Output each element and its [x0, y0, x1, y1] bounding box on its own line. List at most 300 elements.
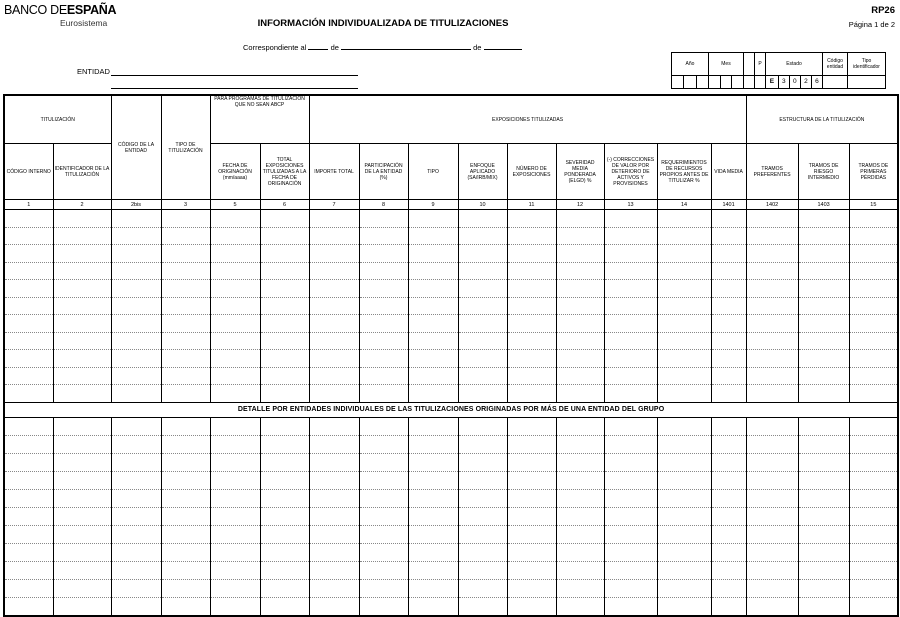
data-cell[interactable] — [161, 561, 210, 579]
data-cell[interactable] — [408, 561, 458, 579]
data-cell[interactable] — [408, 417, 458, 435]
data-cell[interactable] — [849, 489, 898, 507]
data-cell[interactable] — [746, 453, 798, 471]
data-cell[interactable] — [4, 561, 53, 579]
data-cell[interactable] — [798, 385, 849, 403]
data-cell[interactable] — [161, 315, 210, 333]
data-cell[interactable] — [359, 507, 408, 525]
data-cell[interactable] — [408, 350, 458, 368]
data-cell[interactable] — [309, 579, 359, 597]
data-cell[interactable] — [798, 227, 849, 245]
data-cell[interactable] — [507, 385, 556, 403]
data-cell[interactable] — [711, 543, 746, 561]
data-cell[interactable] — [408, 525, 458, 543]
data-cell[interactable] — [4, 227, 53, 245]
data-cell[interactable] — [359, 435, 408, 453]
data-cell[interactable] — [657, 507, 711, 525]
data-cell[interactable] — [849, 315, 898, 333]
data-cell[interactable] — [604, 597, 657, 616]
data-cell[interactable] — [408, 489, 458, 507]
data-cell[interactable] — [260, 210, 309, 228]
data-cell[interactable] — [53, 579, 111, 597]
data-cell[interactable] — [161, 245, 210, 263]
data-cell[interactable] — [210, 262, 260, 280]
data-cell[interactable] — [210, 543, 260, 561]
data-cell[interactable] — [604, 543, 657, 561]
data-cell[interactable] — [604, 471, 657, 489]
data-cell[interactable] — [359, 579, 408, 597]
data-cell[interactable] — [604, 350, 657, 368]
data-cell[interactable] — [161, 507, 210, 525]
data-cell[interactable] — [556, 297, 604, 315]
data-cell[interactable] — [849, 210, 898, 228]
data-cell[interactable] — [4, 489, 53, 507]
data-cell[interactable] — [458, 507, 507, 525]
data-cell[interactable] — [556, 350, 604, 368]
data-cell[interactable] — [556, 597, 604, 616]
data-cell[interactable] — [849, 579, 898, 597]
data-cell[interactable] — [359, 297, 408, 315]
data-cell[interactable] — [260, 597, 309, 616]
data-cell[interactable] — [849, 435, 898, 453]
data-cell[interactable] — [260, 315, 309, 333]
data-cell[interactable] — [604, 453, 657, 471]
data-cell[interactable] — [408, 262, 458, 280]
data-cell[interactable] — [260, 245, 309, 263]
data-cell[interactable] — [849, 332, 898, 350]
data-cell[interactable] — [507, 297, 556, 315]
data-cell[interactable] — [111, 489, 161, 507]
data-cell[interactable] — [798, 525, 849, 543]
data-cell[interactable] — [849, 507, 898, 525]
data-cell[interactable] — [507, 597, 556, 616]
data-cell[interactable] — [359, 543, 408, 561]
data-cell[interactable] — [746, 543, 798, 561]
data-cell[interactable] — [210, 597, 260, 616]
data-cell[interactable] — [798, 579, 849, 597]
data-cell[interactable] — [849, 245, 898, 263]
year-digit[interactable] — [684, 76, 696, 89]
data-cell[interactable] — [359, 227, 408, 245]
data-cell[interactable] — [309, 417, 359, 435]
data-cell[interactable] — [657, 210, 711, 228]
data-cell[interactable] — [4, 350, 53, 368]
data-cell[interactable] — [111, 297, 161, 315]
data-cell[interactable] — [260, 367, 309, 385]
data-cell[interactable] — [408, 315, 458, 333]
data-cell[interactable] — [161, 417, 210, 435]
data-cell[interactable] — [556, 453, 604, 471]
data-cell[interactable] — [53, 435, 111, 453]
data-cell[interactable] — [161, 297, 210, 315]
data-cell[interactable] — [111, 245, 161, 263]
data-cell[interactable] — [161, 332, 210, 350]
data-cell[interactable] — [746, 297, 798, 315]
data-cell[interactable] — [849, 417, 898, 435]
data-cell[interactable] — [746, 332, 798, 350]
data-cell[interactable] — [657, 579, 711, 597]
data-cell[interactable] — [849, 543, 898, 561]
data-cell[interactable] — [111, 597, 161, 616]
data-cell[interactable] — [507, 489, 556, 507]
data-cell[interactable] — [408, 245, 458, 263]
data-cell[interactable] — [53, 280, 111, 298]
data-cell[interactable] — [210, 297, 260, 315]
data-cell[interactable] — [408, 507, 458, 525]
data-cell[interactable] — [711, 245, 746, 263]
data-cell[interactable] — [849, 280, 898, 298]
data-cell[interactable] — [798, 332, 849, 350]
data-cell[interactable] — [604, 417, 657, 435]
data-cell[interactable] — [111, 280, 161, 298]
data-cell[interactable] — [111, 561, 161, 579]
data-cell[interactable] — [604, 332, 657, 350]
data-cell[interactable] — [260, 561, 309, 579]
data-cell[interactable] — [507, 507, 556, 525]
data-cell[interactable] — [657, 367, 711, 385]
data-cell[interactable] — [210, 245, 260, 263]
data-cell[interactable] — [359, 471, 408, 489]
data-cell[interactable] — [657, 489, 711, 507]
data-cell[interactable] — [53, 561, 111, 579]
data-cell[interactable] — [161, 435, 210, 453]
data-cell[interactable] — [556, 385, 604, 403]
data-cell[interactable] — [4, 597, 53, 616]
data-cell[interactable] — [4, 525, 53, 543]
data-cell[interactable] — [458, 579, 507, 597]
data-cell[interactable] — [210, 507, 260, 525]
data-cell[interactable] — [210, 471, 260, 489]
data-cell[interactable] — [161, 262, 210, 280]
data-cell[interactable] — [260, 525, 309, 543]
data-cell[interactable] — [4, 417, 53, 435]
data-cell[interactable] — [161, 350, 210, 368]
data-cell[interactable] — [111, 262, 161, 280]
data-cell[interactable] — [408, 280, 458, 298]
data-cell[interactable] — [556, 367, 604, 385]
data-cell[interactable] — [210, 332, 260, 350]
data-cell[interactable] — [849, 525, 898, 543]
data-cell[interactable] — [53, 315, 111, 333]
data-cell[interactable] — [711, 297, 746, 315]
data-cell[interactable] — [849, 350, 898, 368]
data-cell[interactable] — [556, 315, 604, 333]
data-cell[interactable] — [161, 210, 210, 228]
data-cell[interactable] — [507, 543, 556, 561]
data-cell[interactable] — [161, 367, 210, 385]
data-cell[interactable] — [604, 297, 657, 315]
data-cell[interactable] — [657, 543, 711, 561]
data-cell[interactable] — [711, 332, 746, 350]
data-cell[interactable] — [458, 350, 507, 368]
data-cell[interactable] — [359, 280, 408, 298]
data-cell[interactable] — [657, 561, 711, 579]
data-cell[interactable] — [458, 561, 507, 579]
data-cell[interactable] — [507, 262, 556, 280]
data-cell[interactable] — [458, 435, 507, 453]
data-cell[interactable] — [458, 453, 507, 471]
data-cell[interactable] — [408, 471, 458, 489]
data-cell[interactable] — [507, 453, 556, 471]
data-cell[interactable] — [309, 350, 359, 368]
data-cell[interactable] — [4, 367, 53, 385]
data-cell[interactable] — [408, 227, 458, 245]
data-cell[interactable] — [711, 579, 746, 597]
data-cell[interactable] — [657, 280, 711, 298]
data-cell[interactable] — [53, 297, 111, 315]
data-cell[interactable] — [798, 471, 849, 489]
data-cell[interactable] — [53, 367, 111, 385]
data-cell[interactable] — [111, 507, 161, 525]
data-cell[interactable] — [161, 597, 210, 616]
data-cell[interactable] — [458, 332, 507, 350]
data-cell[interactable] — [746, 417, 798, 435]
data-cell[interactable] — [657, 453, 711, 471]
data-cell[interactable] — [798, 367, 849, 385]
data-cell[interactable] — [507, 417, 556, 435]
data-cell[interactable] — [53, 332, 111, 350]
data-cell[interactable] — [309, 489, 359, 507]
data-cell[interactable] — [260, 579, 309, 597]
data-cell[interactable] — [849, 453, 898, 471]
data-cell[interactable] — [849, 471, 898, 489]
data-cell[interactable] — [556, 489, 604, 507]
data-cell[interactable] — [798, 297, 849, 315]
data-cell[interactable] — [798, 435, 849, 453]
data-cell[interactable] — [604, 579, 657, 597]
data-cell[interactable] — [161, 489, 210, 507]
data-cell[interactable] — [53, 525, 111, 543]
data-cell[interactable] — [556, 561, 604, 579]
data-cell[interactable] — [161, 280, 210, 298]
data-cell[interactable] — [53, 262, 111, 280]
data-cell[interactable] — [4, 385, 53, 403]
data-cell[interactable] — [746, 471, 798, 489]
data-cell[interactable] — [408, 453, 458, 471]
data-cell[interactable] — [359, 350, 408, 368]
data-cell[interactable] — [4, 471, 53, 489]
data-cell[interactable] — [210, 210, 260, 228]
data-cell[interactable] — [309, 210, 359, 228]
data-cell[interactable] — [657, 385, 711, 403]
data-cell[interactable] — [507, 471, 556, 489]
data-cell[interactable] — [53, 350, 111, 368]
data-cell[interactable] — [359, 525, 408, 543]
data-cell[interactable] — [711, 561, 746, 579]
data-cell[interactable] — [260, 227, 309, 245]
data-cell[interactable] — [111, 315, 161, 333]
data-cell[interactable] — [798, 210, 849, 228]
data-cell[interactable] — [657, 471, 711, 489]
data-cell[interactable] — [507, 579, 556, 597]
data-cell[interactable] — [53, 417, 111, 435]
data-cell[interactable] — [458, 262, 507, 280]
data-cell[interactable] — [161, 525, 210, 543]
data-cell[interactable] — [507, 332, 556, 350]
data-cell[interactable] — [359, 245, 408, 263]
data-cell[interactable] — [359, 210, 408, 228]
data-cell[interactable] — [798, 350, 849, 368]
data-cell[interactable] — [408, 385, 458, 403]
data-cell[interactable] — [711, 525, 746, 543]
data-cell[interactable] — [507, 280, 556, 298]
data-cell[interactable] — [210, 385, 260, 403]
data-cell[interactable] — [359, 367, 408, 385]
data-cell[interactable] — [507, 367, 556, 385]
data-cell[interactable] — [711, 280, 746, 298]
data-cell[interactable] — [556, 417, 604, 435]
data-cell[interactable] — [53, 507, 111, 525]
data-cell[interactable] — [309, 367, 359, 385]
data-cell[interactable] — [849, 227, 898, 245]
data-cell[interactable] — [111, 350, 161, 368]
data-cell[interactable] — [657, 297, 711, 315]
data-cell[interactable] — [657, 245, 711, 263]
data-cell[interactable] — [111, 385, 161, 403]
data-cell[interactable] — [746, 435, 798, 453]
data-cell[interactable] — [260, 350, 309, 368]
data-cell[interactable] — [359, 489, 408, 507]
data-cell[interactable] — [849, 597, 898, 616]
data-cell[interactable] — [4, 507, 53, 525]
data-cell[interactable] — [746, 245, 798, 263]
data-cell[interactable] — [111, 471, 161, 489]
data-cell[interactable] — [260, 471, 309, 489]
data-cell[interactable] — [260, 280, 309, 298]
data-cell[interactable] — [604, 315, 657, 333]
data-cell[interactable] — [507, 561, 556, 579]
data-cell[interactable] — [711, 507, 746, 525]
data-cell[interactable] — [711, 471, 746, 489]
data-cell[interactable] — [458, 597, 507, 616]
data-cell[interactable] — [657, 262, 711, 280]
data-cell[interactable] — [711, 435, 746, 453]
data-cell[interactable] — [556, 543, 604, 561]
data-cell[interactable] — [798, 262, 849, 280]
data-cell[interactable] — [309, 315, 359, 333]
data-cell[interactable] — [309, 227, 359, 245]
data-cell[interactable] — [359, 453, 408, 471]
data-cell[interactable] — [798, 489, 849, 507]
data-cell[interactable] — [507, 350, 556, 368]
data-cell[interactable] — [458, 297, 507, 315]
year-digit[interactable] — [696, 76, 708, 89]
data-cell[interactable] — [4, 453, 53, 471]
p-cell[interactable] — [755, 76, 766, 89]
data-cell[interactable] — [309, 332, 359, 350]
data-cell[interactable] — [458, 245, 507, 263]
data-cell[interactable] — [53, 453, 111, 471]
data-cell[interactable] — [309, 507, 359, 525]
year-field[interactable] — [484, 42, 522, 50]
data-cell[interactable] — [556, 280, 604, 298]
data-cell[interactable] — [458, 367, 507, 385]
month-digit[interactable] — [720, 76, 732, 89]
data-cell[interactable] — [111, 453, 161, 471]
data-cell[interactable] — [111, 525, 161, 543]
data-cell[interactable] — [458, 417, 507, 435]
data-cell[interactable] — [309, 453, 359, 471]
data-cell[interactable] — [711, 597, 746, 616]
data-cell[interactable] — [53, 385, 111, 403]
data-cell[interactable] — [210, 579, 260, 597]
data-cell[interactable] — [798, 280, 849, 298]
data-cell[interactable] — [260, 385, 309, 403]
data-cell[interactable] — [657, 315, 711, 333]
data-cell[interactable] — [556, 210, 604, 228]
data-cell[interactable] — [4, 210, 53, 228]
data-cell[interactable] — [711, 453, 746, 471]
data-cell[interactable] — [309, 262, 359, 280]
codigo-entidad-cell[interactable] — [823, 76, 848, 89]
data-cell[interactable] — [408, 579, 458, 597]
data-cell[interactable] — [458, 489, 507, 507]
data-cell[interactable] — [604, 489, 657, 507]
tipo-identificador-cell[interactable] — [848, 76, 886, 89]
data-cell[interactable] — [53, 489, 111, 507]
data-cell[interactable] — [556, 507, 604, 525]
data-cell[interactable] — [657, 435, 711, 453]
data-cell[interactable] — [309, 471, 359, 489]
data-cell[interactable] — [507, 245, 556, 263]
data-cell[interactable] — [210, 561, 260, 579]
data-cell[interactable] — [408, 543, 458, 561]
data-cell[interactable] — [556, 245, 604, 263]
data-cell[interactable] — [309, 435, 359, 453]
data-cell[interactable] — [711, 350, 746, 368]
data-cell[interactable] — [53, 597, 111, 616]
data-cell[interactable] — [111, 367, 161, 385]
data-cell[interactable] — [161, 579, 210, 597]
data-cell[interactable] — [210, 227, 260, 245]
month-digit[interactable] — [709, 76, 721, 89]
day-field[interactable] — [308, 42, 328, 50]
data-cell[interactable] — [604, 367, 657, 385]
data-cell[interactable] — [53, 227, 111, 245]
data-cell[interactable] — [359, 417, 408, 435]
data-cell[interactable] — [604, 245, 657, 263]
data-cell[interactable] — [507, 315, 556, 333]
data-cell[interactable] — [458, 280, 507, 298]
data-cell[interactable] — [556, 471, 604, 489]
data-cell[interactable] — [359, 385, 408, 403]
data-cell[interactable] — [260, 435, 309, 453]
entity-line-2[interactable] — [111, 88, 358, 89]
data-cell[interactable] — [746, 315, 798, 333]
data-cell[interactable] — [798, 543, 849, 561]
data-cell[interactable] — [746, 507, 798, 525]
data-cell[interactable] — [556, 525, 604, 543]
data-cell[interactable] — [657, 525, 711, 543]
data-cell[interactable] — [556, 262, 604, 280]
month-field[interactable] — [341, 42, 471, 50]
data-cell[interactable] — [849, 297, 898, 315]
data-cell[interactable] — [309, 385, 359, 403]
data-cell[interactable] — [458, 315, 507, 333]
year-digit[interactable] — [672, 76, 684, 89]
data-cell[interactable] — [408, 332, 458, 350]
data-cell[interactable] — [849, 385, 898, 403]
data-cell[interactable] — [111, 227, 161, 245]
data-cell[interactable] — [260, 543, 309, 561]
data-cell[interactable] — [260, 332, 309, 350]
data-cell[interactable] — [711, 262, 746, 280]
data-cell[interactable] — [309, 543, 359, 561]
data-cell[interactable] — [556, 227, 604, 245]
data-cell[interactable] — [458, 385, 507, 403]
data-cell[interactable] — [4, 435, 53, 453]
data-cell[interactable] — [210, 453, 260, 471]
